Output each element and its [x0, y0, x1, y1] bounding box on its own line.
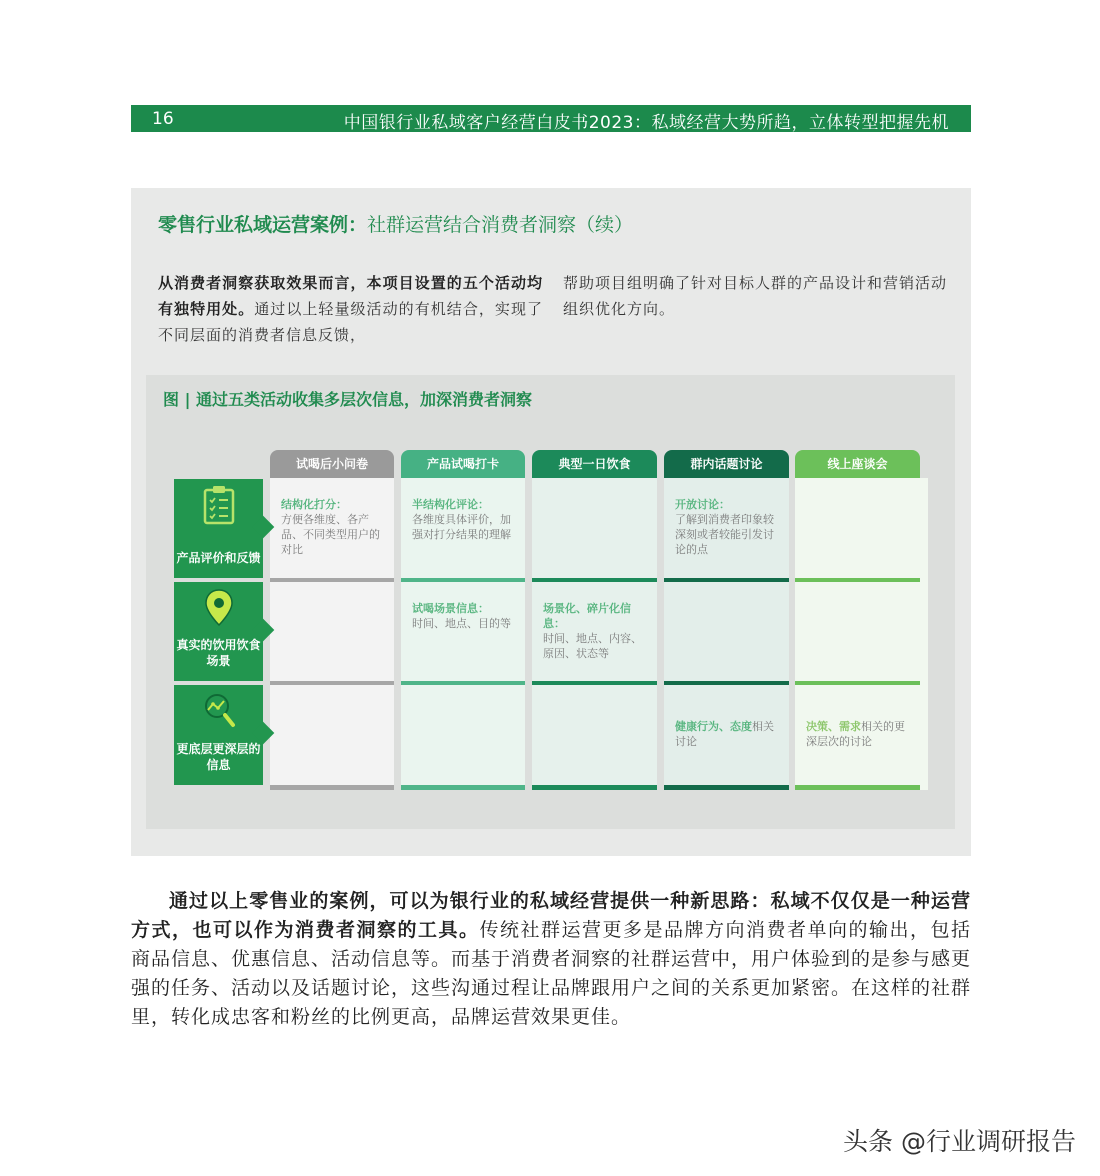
conclusion-bold: 通过以上零售业的案例，可以为银行业的私域经营提供一种新思路：私域不仅仅是一种运营方式，也可以作为消费者洞察的工具。 — [131, 890, 971, 941]
cell-fragmented-scenario: 场景化、碎片化信息： 时间、地点、内容、原因、状态等 — [543, 602, 642, 660]
row-header-label: 产品评价和反馈 — [176, 551, 261, 565]
cell-trial-scenario: 试喝场景信息： 时间、地点、目的等 — [412, 602, 511, 630]
row-header-label: 真实的饮用饮食场景 — [176, 638, 261, 668]
column-header-online-forum: 线上座谈会 — [795, 450, 920, 478]
cell-semi-structured-review: 半结构化评论： 各维度具体评价，加强对打分结果的理解 — [412, 498, 511, 541]
page-number: 16 — [152, 109, 174, 129]
figure-title: 图 | 通过五类活动收集多层次信息，加深消费者洞察 — [163, 390, 532, 409]
row-header-deep-info — [174, 685, 263, 785]
column-bottom-bar — [664, 785, 789, 790]
intro-bold-lead: 从消费者洞察获取效果而言，本项目设置的五个活动均有独特用处。 — [158, 274, 543, 318]
watermark: 头条 @行业调研报告 — [843, 1127, 1076, 1156]
cell-health-behavior: 健康行为、态度相关讨论 — [675, 720, 774, 748]
row-separator — [270, 681, 394, 685]
intro-left-column — [158, 270, 543, 348]
row-header-label: 更底层更深层的信息 — [176, 742, 261, 772]
cell-decision-needs: 决策、需求相关的更深层次的讨论 — [806, 720, 905, 748]
row-separator — [664, 578, 789, 582]
row-header-drinking-scenario — [174, 582, 263, 681]
row-separator — [532, 681, 657, 685]
row-separator — [270, 578, 394, 582]
column-bottom-bar — [532, 785, 657, 790]
column-header-group-topic: 群内话题讨论 — [664, 450, 789, 478]
conclusion-text: 传统社群运营更多是品牌方向消费者单向的输出，包括商品信息、优惠信息、活动信息等。而基于消费者洞察的社群运营中，用户体验到的是参与感更强的任务、活动以及话题讨论，这些沟通过程让品牌跟用户之间的关系更加紧密。在这样的社群里，转化成忠客和粉丝的比例更高，品牌运营效果更佳。 — [131, 919, 972, 1028]
row-separator — [401, 578, 525, 582]
running-header — [131, 105, 971, 132]
row-separator — [795, 578, 920, 582]
column-header-survey: 试喝后小问卷 — [270, 450, 394, 478]
row-header-product-feedback — [174, 479, 263, 578]
conclusion-paragraph — [131, 887, 971, 1032]
intro-right-column: 帮助项目组明确了针对目标人群的产品设计和营销活动组织优化方向。 — [563, 274, 948, 318]
column-bottom-bar — [795, 785, 920, 790]
row-separator — [795, 681, 920, 685]
column-header-checkin: 产品试喝打卡 — [401, 450, 525, 478]
running-title: 中国银行业私域客户经营白皮书2023：私域经营大势所趋，立体转型把握先机 — [343, 113, 949, 133]
location-pin-icon — [202, 588, 236, 628]
row-separator — [532, 578, 657, 582]
column-header-daily-diet: 典型一日饮食 — [532, 450, 657, 478]
case-title: 零售行业私域运营案例：社群运营结合消费者洞察（续） — [158, 214, 634, 236]
cell-open-discussion: 开放讨论： 了解到消费者印象较深刻或者较能引发讨论的点 — [675, 498, 774, 556]
column-bottom-bar — [401, 785, 525, 790]
intro-left-text: 通过以上轻量级活动的有机结合，实现了不同层面的消费者信息反馈， — [158, 300, 543, 344]
row-separator — [664, 681, 789, 685]
row-separator — [401, 681, 525, 685]
column-bottom-bar — [270, 785, 394, 790]
clipboard-icon — [202, 485, 236, 525]
cell-structured-scoring: 结构化打分： 方便各维度、各产品、不同类型用户的对比 — [281, 498, 380, 556]
magnifier-chart-icon — [202, 691, 236, 731]
